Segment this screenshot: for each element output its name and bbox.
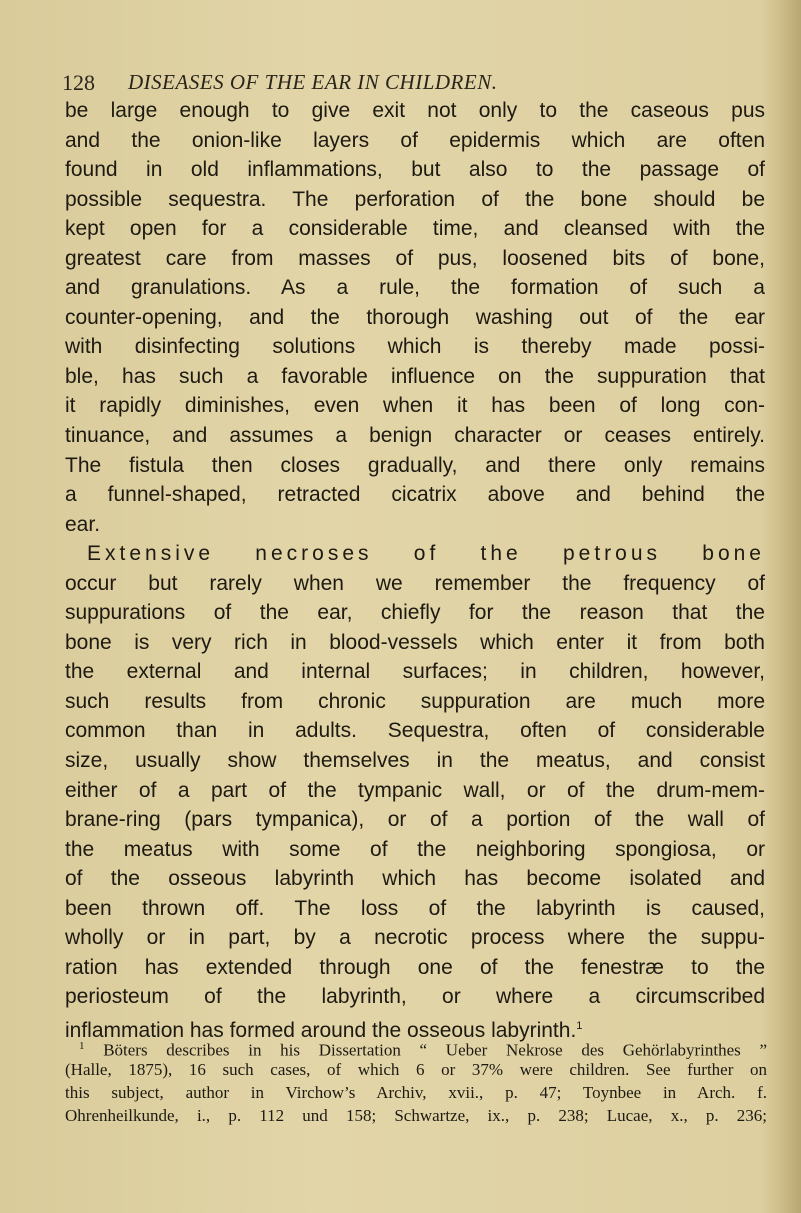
text-line: Extensive necroses of the petrous bone xyxy=(87,542,765,566)
footnote-line xyxy=(65,1035,767,1058)
text-line: found in old inflammations, but also to the passage of xyxy=(65,158,765,182)
text-line: ration has extended through one of the fenestræ to the xyxy=(65,955,765,979)
text-line: suppurations of the ear, chiefly for the reason that the xyxy=(65,601,765,625)
footnote-line: this subject, author in Virchow’s Archiv, xvii., p. 47; Toynbee in Arch. f. xyxy=(65,1083,767,1102)
text-line: and the onion-like layers of epidermis which are often xyxy=(65,128,765,152)
text-line: kept open for a considerable time, and cleansed with the xyxy=(65,217,765,241)
page-number: 128 xyxy=(62,70,95,95)
text-line: such results from chronic suppuration are much more xyxy=(65,689,765,713)
text-line: the external and internal surfaces; in children, however, xyxy=(65,660,765,684)
text-line: periosteum of the labyrinth, or where a circumscribed xyxy=(65,985,765,1009)
text-line: a funnel-shaped, retracted cicatrix above and behind the xyxy=(65,483,765,507)
text-line: ear. xyxy=(65,512,101,536)
text-line: wholly or in part, by a necrotic process where the suppu- xyxy=(65,926,765,950)
text-line: with disinfecting solutions which is thereby made possi- xyxy=(65,335,765,359)
text-line: brane-ring (pars tympanica), or of a portion of the wall of xyxy=(65,808,765,832)
text-line: common than in adults. Sequestra, often of considerable xyxy=(65,719,765,743)
text-line: possible sequestra. The perforation of the bone should be xyxy=(65,187,765,211)
body-text xyxy=(65,96,765,1042)
footnote xyxy=(65,1035,767,1127)
text-line: be large enough to give exit not only to the caseous pus xyxy=(65,99,765,122)
text-line: size, usually show themselves in the meatus, and consist xyxy=(65,749,765,773)
text-line: counter-opening, and the thorough washing out of the ear xyxy=(65,305,765,329)
text-line: The fistula then closes gradually, and there only remains xyxy=(65,453,765,477)
text-line: of the osseous labyrinth which has become isolated and xyxy=(65,867,765,891)
text-line: ble, has such a favorable influence on the suppuration that xyxy=(65,364,765,388)
text-line: and granulations. As a rule, the formation of such a xyxy=(65,276,765,300)
text-line: been thrown off. The loss of the labyrinth is caused, xyxy=(65,896,765,920)
text-line: the meatus with some of the neighboring spongiosa, or xyxy=(65,837,765,861)
text-line: greatest care from masses of pus, loosened bits of bone, xyxy=(65,246,765,270)
text-line: it rapidly diminishes, even when it has been of long con- xyxy=(65,394,765,418)
text-line: bone is very rich in blood-vessels which enter it from both xyxy=(65,630,765,654)
text-line-content: inflammation has formed around the osseous labyrinth. xyxy=(65,1018,577,1042)
footnote-reference[interactable]: 1 xyxy=(576,1019,583,1032)
footnote-line: Ohrenheilkunde, i., p. 112 und 158; Schwartze, ix., p. 238; Lucae, x., p. 236; xyxy=(65,1106,767,1125)
running-title: DISEASES OF THE EAR IN CHILDREN. xyxy=(128,70,498,94)
text-line: tinuance, and assumes a benign character or ceases entirely. xyxy=(65,424,765,448)
footnote-line: (Halle, 1875), 16 such cases, of which 6 or 37% were children. See further on xyxy=(65,1060,767,1079)
text-line: either of a part of the tympanic wall, or of the drum-mem- xyxy=(65,778,765,802)
footnote-line-content: Böters describes in his Dissertation “ Ueber Nekrose des Gehörlabyrinthes ” xyxy=(103,1040,768,1060)
text-line: occur but rarely when we remember the frequency of xyxy=(65,571,765,595)
footnote-marker: 1 xyxy=(79,1040,85,1052)
